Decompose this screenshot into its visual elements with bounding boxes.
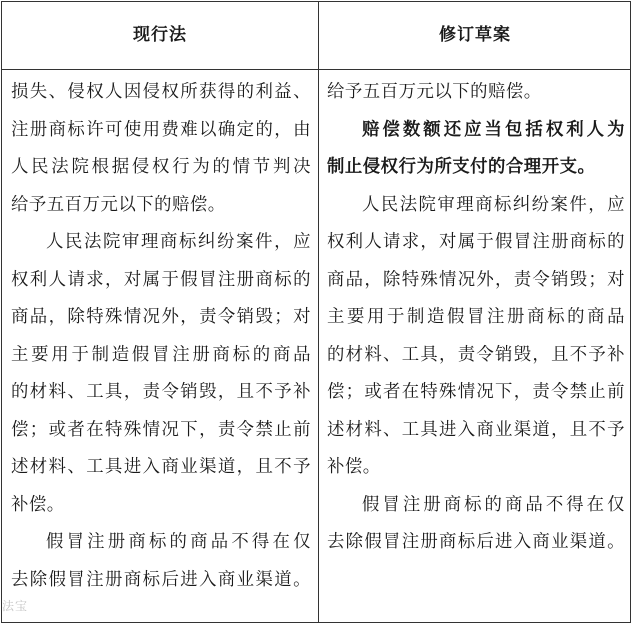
text-line: 权利人请求，对属于假冒注册商标的 [11, 269, 311, 290]
text-line: 假冒注册商标的商品不得在仅 [362, 494, 625, 515]
header-revised-draft: 修订草案 [439, 25, 511, 45]
right-paragraph-4 [327, 487, 625, 562]
text-line: 权利人请求，对属于假冒注册商标的 [327, 232, 625, 252]
text-line: 去除假冒注册商标后进入商业渠道。 [11, 569, 311, 590]
text-line: 补偿。 [327, 457, 381, 477]
column-divider [318, 2, 319, 622]
text-line: 去除假冒注册商标后进入商业渠道。 [327, 532, 625, 552]
header-current-law: 现行法 [133, 25, 187, 45]
text-line: 人民法院审理商标纠纷案件，应 [46, 232, 311, 252]
text-line: 偿；或者在特殊情况下，责令禁止前 [11, 419, 311, 440]
right-paragraph-added-bold [327, 112, 625, 187]
left-paragraph-3 [11, 524, 311, 599]
text-line: 商品，除特殊情况外，责令销毁；对 [11, 307, 311, 327]
left-paragraph-2 [11, 224, 311, 524]
text-line: 损失、侵权人因侵权所获得的利益、 [11, 82, 311, 102]
current-law-cell [11, 70, 311, 622]
text-line: 述材料、工具进入商业渠道，且不予 [11, 457, 311, 477]
right-paragraph-1 [327, 74, 625, 112]
text-line: 的材料、工具，责令销毁，且不予补 [327, 344, 625, 365]
text-line: 述材料、工具进入商业渠道，且不予 [327, 419, 625, 440]
text-line: 注册商标许可使用费难以确定的，由 [11, 119, 311, 140]
text-line: 补偿。 [11, 494, 65, 515]
text-line: 主要用于制造假冒注册商标的商品 [327, 307, 625, 327]
text-line: 赔偿数额还应当包括权利人为 [362, 119, 625, 140]
revised-draft-cell [327, 70, 625, 622]
text-line: 的材料、工具，责令销毁，且不予补 [11, 382, 311, 402]
watermark-text: 法宝 [2, 599, 29, 613]
text-line: 主要用于制造假冒注册商标的商品 [11, 344, 311, 365]
text-line: 商品，除特殊情况外，责令销毁；对 [327, 269, 625, 290]
right-paragraph-3 [327, 187, 625, 487]
left-paragraph-1 [11, 74, 311, 224]
text-line: 偿；或者在特殊情况下，责令禁止前 [327, 382, 625, 402]
text-line: 人民法院根据侵权行为的情节判决 [11, 157, 311, 177]
text-line: 人民法院审理商标纠纷案件，应 [362, 194, 625, 215]
text-line: 给予五百万元以下的赔偿。 [11, 194, 226, 215]
text-line: 假冒注册商标的商品不得在仅 [46, 532, 311, 552]
table-header-row [2, 2, 630, 70]
text-line: 给予五百万元以下的赔偿。 [327, 82, 542, 102]
text-line: 制止侵权行为所支付的合理开支。 [327, 157, 596, 177]
comparison-table [1, 1, 631, 623]
